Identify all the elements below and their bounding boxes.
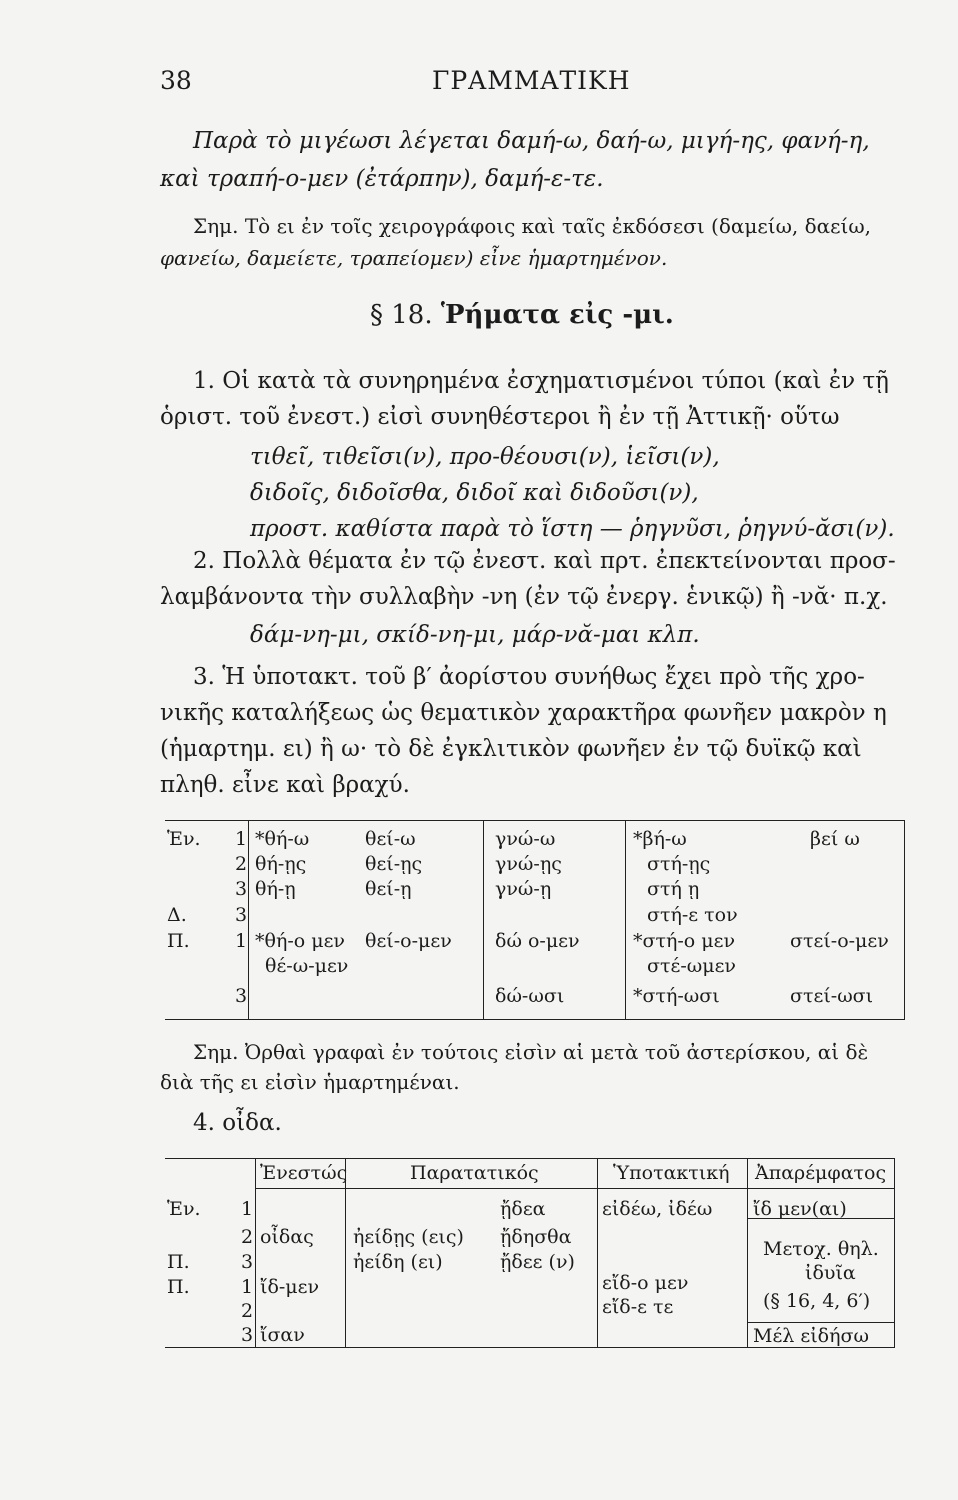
table2-cell: ἴδ-μεν [260,1276,320,1298]
table2-divider [894,1158,895,1348]
table1-cell: στέ-ωμεν [647,955,736,977]
page-header [160,66,880,102]
table2-cell: 2 [241,1226,254,1248]
para3-line-4: πληθ. εἶνε καὶ βραχύ. [160,772,410,798]
oida-table [165,1158,895,1348]
table2-cell: 3 [241,1251,254,1273]
metoch-form: ἰδυῖα [805,1262,856,1284]
table1-bottom-rule [165,1019,905,1020]
section-heading [370,300,674,330]
para1-line-2: ὁριστ. τοῦ ἐνεστ.) εἰσὶ συνηθέστεροι ἢ ἐν τῇ Ἀττικῇ· οὕτω [160,404,840,430]
table2-header-rule [255,1188,895,1189]
section-title: Ῥήματα εἰς -μι. [440,300,674,330]
table1-cell: στή-ῃς [647,853,711,875]
table2-divider [597,1158,598,1348]
table1-cell: Δ. [167,904,187,926]
table1-cell: Ἑν. [167,828,201,850]
para2-example-1: δάμ-νη-μι, σκίδ-νη-μι, μάρ-νᾰ-μαι κλπ. [250,622,700,648]
header-aparemfatos: Ἀπαρέμφατος [755,1162,887,1184]
table1-cell: στή-ε τον [647,904,738,926]
header-enestos: Ἐνεστώς [260,1162,348,1184]
note-after-line-2: διὰ τῆς ει εἰσὶν ἡμαρτημέναι. [160,1070,460,1094]
intro-note-line-1: Σημ. Τὸ ει ἐν τοῖς χειρογράφοις καὶ ταῖς ἐκδόσεσι (δαμείω, δαείω, [193,214,872,238]
metoch-label: Μετοχ. θηλ. [763,1238,879,1260]
table2-divider [255,1158,256,1348]
table1-cell: θεί-ο-μεν [365,930,452,952]
table1-cell: θέ-ω-μεν [265,955,349,977]
para2-line-2: λαμβάνοντα τὴν συλλαβὴν -νη (ἐν τῷ ἐνεργ. ἑνικῷ) ἢ -νᾰ· π.χ. [160,584,888,610]
table2-cell: 1 [241,1198,254,1220]
table1-cell: Π. [167,930,190,952]
table1-cell: θεί-ω [365,828,416,850]
metoch-mel: Μέλ εἰδήσω [753,1325,869,1347]
table2-top-rule [165,1158,895,1159]
table2-cell: ᾔδεα [500,1198,546,1220]
para1-example-2: διδοῖς, διδοῖσθα, διδοῖ καὶ διδοῦσι(ν), [250,480,699,506]
table2-divider [747,1158,748,1348]
table1-cell: 2 [235,853,248,875]
note-after-line-1: Σημ. Ὀρθαὶ γραφαὶ ἐν τούτοις εἰσὶν αἱ μετὰ τοῦ ἀστερίσκου, αἱ δὲ [193,1040,869,1064]
para3-line-1: 3. Ἡ ὑποτακτ. τοῦ β′ ἀορίστου συνήθως ἔχει πρὸ τῆς χρο- [193,664,865,690]
table2-cell: Π. [167,1251,190,1273]
table2-cell: Ἑν. [167,1198,201,1220]
table1-cell: 1 [235,930,248,952]
table1-cell: 1 [235,828,248,850]
table1-cell: θή-ῃ [255,878,296,900]
table2-metoch-rule [747,1322,895,1323]
intro-note-line-2: φανείω, δαμείετε, τραπείομεν) εἶνε ἡμαρτημένον. [160,246,668,270]
para2-line-1: 2. Πολλὰ θέματα ἐν τῷ ἐνεστ. καὶ πρτ. ἐπεκτείνονται προσ- [193,548,896,574]
table1-cell: δώ ο-μεν [495,930,580,952]
para3-line-2: νικῆς καταλήξεως ὡς θεματικὸν χαρακτῆρα φωνῆεν μακρὸν η [160,700,887,726]
para3-line-3: (ἡμαρτημ. ει) ἢ ω· τὸ δὲ ἐγκλιτικὸν φωνῆεν ἐν τῷ δυϊκῷ καὶ [160,736,862,762]
table2-cell: ᾔδησθα [500,1226,572,1248]
para1-line-1: 1. Οἱ κατὰ τὰ συνηρημένα ἐσχηματισμένοι τύποι (καὶ ἐν τῇ [193,368,889,394]
table1-cell: *βή-ω [633,828,687,850]
table2-cell: ἴδ μεν(αι) [753,1198,847,1220]
section-number: § 18. [370,300,433,330]
table1-top-rule [165,820,905,821]
table2-cell: ἠείδῃς (εις) [353,1226,464,1248]
table1-cell: *στή-ωσι [633,985,720,1007]
table1-cell: 3 [235,878,248,900]
table2-cell: 1 [241,1276,254,1298]
table2-cell: εἰδέω, ἰδέω [602,1198,713,1220]
table1-divider [483,820,484,1020]
table1-cell: δώ-ωσι [495,985,565,1007]
table1-cell: στεί-ο-μεν [790,930,889,952]
item4-heading: 4. οἶδα. [193,1110,282,1136]
table2-cell: εἴδ-ε τε [602,1296,674,1318]
table1-cell: *θή-ο μεν [255,930,345,952]
table1-cell: στεί-ωσι [790,985,874,1007]
table1-cell: βεί ω [810,828,860,850]
table2-cell: ἴσαν [260,1324,305,1346]
intro-line-2: καὶ τραπή-ο-μεν (ἐτάρπην), δαμή-ε-τε. [160,166,604,192]
table2-cell: 3 [241,1324,254,1346]
running-title: ΓΡΑΜΜΑΤΙΚΗ [432,66,631,95]
table1-cell: θή-ῃς [255,853,307,875]
table1-divider [248,820,249,1020]
table1-cell: θεί-ῃ [365,878,412,900]
table2-cell: Π. [167,1276,190,1298]
table1-cell: 3 [235,904,248,926]
table2-cell: εἴδ-ο μεν [602,1272,689,1294]
conjugation-table-1 [165,820,905,1020]
table2-cell: ἠείδη (ει) [353,1251,443,1273]
table1-cell: θεί-ῃς [365,853,423,875]
table2-cell: 2 [241,1300,254,1322]
header-ypotaktiki: Ὑποτακτική [613,1162,730,1184]
table1-cell: στή ῃ [647,878,700,900]
table1-cell: γνώ-ῃς [495,853,562,875]
table1-divider [904,820,905,1020]
table1-cell: *στή-ο μεν [633,930,736,952]
table2-cell: ᾔδεε (ν) [500,1251,575,1273]
table1-cell: *θή-ω [255,828,310,850]
table2-bottom-rule [165,1347,895,1348]
table2-divider [345,1158,346,1348]
para1-example-3: προστ. καθίστα παρὰ τὸ ἵστη — ῥηγνῦσι, ῥηγνύ-ᾰσι(ν). [250,516,895,542]
table2-cell: οἶδας [260,1226,314,1248]
intro-line-1: Παρὰ τὸ μιγέωσι λέγεται δαμή-ω, δαή-ω, μιγή-ης, φανή-η, [193,128,870,154]
metoch-ref: (§ 16, 4, 6′) [763,1290,871,1312]
page-number: 38 [160,66,192,95]
table1-cell: γνώ-ω [495,828,556,850]
para1-example-1: τιθεῖ, τιθεῖσι(ν), προ-θέουσι(ν), ἱεῖσι(ν), [250,444,720,470]
table1-divider [625,820,626,1020]
table1-cell: 3 [235,985,248,1007]
header-paratatikos: Παρατατικός [410,1162,539,1184]
table1-cell: γνώ-ῃ [495,878,552,900]
